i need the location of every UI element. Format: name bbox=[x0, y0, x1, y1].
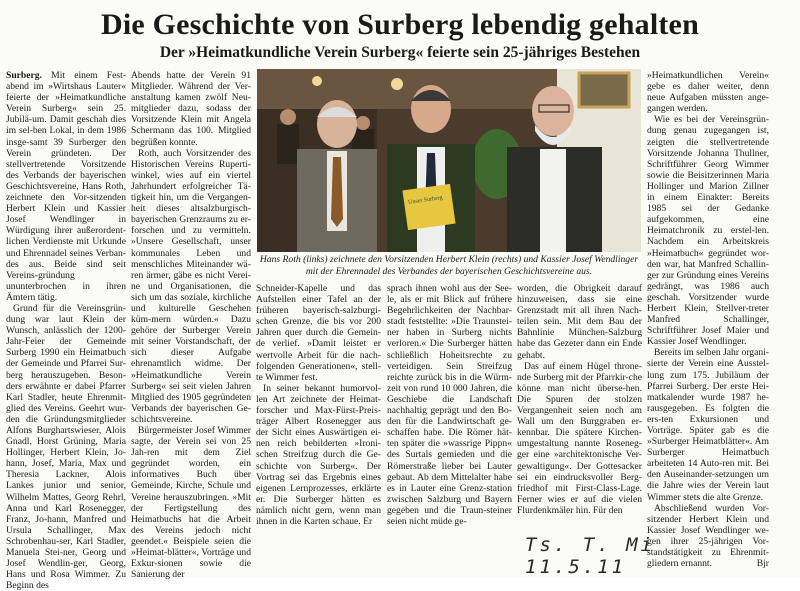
paragraph: In seiner bekannt humorvol-len Art zeichnete der Heimat-forscher und Max-Fürst-Preis-träger Albert Rosenegger aus der Sicht eines Auswärtigen ei-nen reich bebilderten »Ironi-schen Streifzug durch die Ge-schichte von Surberg«. Der Vortrag sei das Ergebnis eines eigenen Lernprozesses, erklärte er. Die Surberger hätten es nämlich nicht gern, wenn man ihnen in die Karten schaue. Er bbox=[256, 382, 381, 527]
paragraph bbox=[6, 70, 126, 303]
article-column-2 bbox=[131, 70, 251, 581]
book-title: Unser Surberg bbox=[407, 195, 444, 206]
paragraph: Roth, auch Vorsitzender des Historischen Vereins Ruperti-winkel, wies auf ein viertel Jahrhundert erfolgreicher Tä-tigkeit hin, um die Vergangen-heit dieses altsalzburgisch-bayerischen Grenzraums zu er-forschen und zu vermitteln. »Unsere Gesellschaft, unser kommunales Leben und menschliches Miteinander wä-ren ärmer, gäbe es nicht Verei-ne und Organisationen, die sich um das soziale, kirchliche und kulturelle Geschehen küm-mern würden.« Dazu gehöre der Surberger Verein mit seiner Vorstandschaft, der sich dieser Aufgabe ehrenamtlich widme. Der »Heimatkundliche Verein Surberg« sei seit vielen Jahren Mitglied des 1905 gegründeten Verbands der bayerischen Ge-schichtsvereine. bbox=[131, 147, 251, 425]
photo-caption: Hans Roth (links) zeichnete den Vorsitzenden Herbert Klein (rechts) und Kassier Josef Wendlinger mit der Ehrennadel des Verbandes der bayerischen Geschichtsvereine aus. bbox=[259, 254, 639, 277]
paragraph: »Heimatkundlichen Verein« gebe es daher weiter, denn neue Aufgaben müssten ange-gangen werden. bbox=[647, 70, 769, 115]
article-column-4 bbox=[387, 283, 512, 528]
paragraph: Wie es bei der Vereinsgrün-dung genau zugegangen ist, zeigten die stellvertretende Vorsitzende Johanna Thullner, Schriftführer Georg Wimmer sowie die Beisitzerinnen Maria Hollinger und Marion Zillner in einem Einakter: Bereits 1985 sei der Gedanke aufgekommen, eine Heimatchronik zu erstel-len. Nachdem ein Arbeitskreis »Heimatbuch« gegründet wor-den war, hat Manfred Schallin-ger zur Gründung eines Vereins gedrängt, was 1986 auch geschah. Vorsitzender wurde Herbert Klein, Stellver-treter Manfred Schallinger, Schriftführer Josef Maier und Kassier Josef Wendlinger. bbox=[647, 114, 769, 348]
paragraph-text: Abschließend wurden Vor-sitzender Herbert Klein und Kassier Josef Wendlinger we-gen ihrer 25-jährigen Vor-standstätigkeit zu Ehrenmit-gliedern ernannt. bbox=[647, 502, 769, 570]
paragraph: Bereits im selben Jahr organi-sierte der Verein eine Ausstel-lung zum 175. Jubiläum der Pfarrei Surberg. Der erste Hei-matkalender wurde 1987 he-rausgegeben. Es folgten die ers-ten Exkursionen und Vorträge. Später gab es die »Surberger Heimatblätter«. Am Surberger Heimatbuch arbeiteten 14 Auto-ren mit. Bei den Auseinander-setzungen um die Jahre wies der Verein laut Wimmer stets die alte Grenze. bbox=[647, 347, 769, 503]
paragraph: Abends hatte der Verein 91 Mitglieder. Während der Ver-anstaltung kamen zwölf Neu-mitglieder dazu, sodass der Vorsitzende Klein mit Angela Schermann das 100. Mitglied begrüßen konnte. bbox=[131, 70, 251, 148]
author-signature: Bjr bbox=[756, 558, 769, 570]
paragraph: worden, die Obrigkeit darauf hinzuweisen, dass sie eine Grenzstadt mit all ihren Nach-teilen sein. Mit dem Bau der Bahnlinie München-Salzburg habe das Gezeter dann ein Ende gehabt. bbox=[517, 283, 642, 361]
paragraph: Schneider-Kapelle und das Aufstellen einer Tafel an der früheren bayerisch-salzburgi-schen Grenze, die bis vor 200 Jahren quer durch die Gemein-de verlief. »Damit leistet er wertvolle Arbeit für die nach-folgenden Generationen«, stell-te Wimmer fest. bbox=[256, 283, 381, 383]
handwritten-note: Ts. T. Mi 11.5.11 bbox=[525, 534, 655, 578]
paragraph-text: Mit einem Fest-abend im »Wirtshaus Lauter« feierte der »Heimatkundliche Verein Surberg« sein 25. Jubilä-um. Damit geschah dies im sel-ben Lokal, in dem 1986 insge-samt 39 Surberger den Verein gründeten. Der stellvertretende Vorsitzende des Verbands der bayerischen Geschichtsvereine, Hans Roth, zeichnete den Vor-sitzenden Herbert Klein und Kassier Josef Wendlinger in Würdigung ihrer außerordent-lichen Verdienste mit Urkunde und Ehrennadel seines Verban-des aus. Beide sind seit Vereins-gründung ununterbrochen in ihren Ämtern tätig. bbox=[6, 70, 126, 303]
paragraph: Bürgermeister Josef Wimmer sagte, der Verein sei von 25 Jah-ren mit dem Ziel gegründet worden, ein informatives Buch über Gemeinde, Kirche, Schule und Vereine herauszubringen. »Mit der Fertigstellung des Heimatbuchs hat die Arbeit des Vereins jedoch nicht geendet.« Beispiele seien die »Heimat-blätter«, Vorträge und Exkur-sionen sowie die Sanierung der bbox=[131, 425, 251, 581]
article-column-1 bbox=[6, 70, 126, 591]
article-photo bbox=[257, 69, 641, 252]
paragraph: Grund für die Vereinsgrün-dung war laut Klein der Wunsch, anlässlich der 1200-Jahr-Feier der Gemeinde Surberg 1990 ein Heimatbuch der Gemeinde und Pfarrei Sur-berg herauszugeben. Beson-ders erwähnte er dabei Pfarrer Karl Stadler, heute Ehrenmit-glied des Vereins. Geehrt wur-den die Gründungsmitglieder Alfons Burghartswieser, Alois Gnadl, Horst Grüning, Maria Hollinger, Herbert Klein, Jo-hann, Josef, Maria, Max und Theresia Lackner, Alois Lankes junior und senior, Wilhelm Mattes, Georg Rehrl, Anna und Karl Rosenegger, Franz, Jo-hann, Manfred und Ursula Schallinger, Max Schrobenhau-ser, Karl Stadler, Manuela Stei-ner, Georg und Josef Wendlin-ger, Georg, Hans und Rosa Wimmer. Zu Beginn des bbox=[6, 302, 126, 591]
subheadline: Der »Heimatkundliche Verein Surberg« feierte sein 25-jähriges Bestehen bbox=[159, 44, 641, 61]
photo-illustration bbox=[257, 69, 641, 252]
headline: Die Geschichte von Surberg lebendig gehalten bbox=[101, 8, 699, 41]
article-column-6 bbox=[647, 70, 769, 570]
paragraph: Das auf einem Hügel throne-nde Surberg mit der Pfarrkir-che könne man nicht überse-hen. Die Spuren der stolzen Vergangenheit seien noch am Wall um den Burggraben er-kennbar. Die spätere Kirchen-umgestaltung nannte Roseneg-ger eine »architektonische Ver-gewaltigung«. Der Gottesacker sei ein eindrucksvoller Berg-friedhof mit First-Class-Lage. Ferner wies er auf die vielen Flurdenkmäler hin. Für den bbox=[517, 360, 642, 516]
paragraph: sprach ihnen wohl aus der See-le, als er mit Blick auf frühere Begehrlichkeiten der Nachbar-stadt feststellte: »Die Traunstei-ner haben in Surberg nichts verloren.« Die Surberger hätten schließlich Hoheitsrechte zu verteidigen. Sein Streifzug reichte zurück bis in die Würm-zeit von rund 10 000 Jahren, die Geschiebe die Landschaft nachhaltig geprägt und den Bo-den für die Landwirtschaft ge-schaffen habe. Die Römer hät-ten später die »wassrige Pippn« des Surtals gemieden und die Römerstraße lieber bei Lauter gebaut. Ab dem Mittelalter habe es in Lauter eine Grenz-station zwischen Salzburg und Bayern gegeben und die Traun-steiner seien nicht müde ge- bbox=[387, 283, 512, 527]
dateline: Surberg. bbox=[6, 70, 42, 81]
article-column-3 bbox=[256, 283, 381, 528]
article-column-5 bbox=[517, 283, 642, 528]
